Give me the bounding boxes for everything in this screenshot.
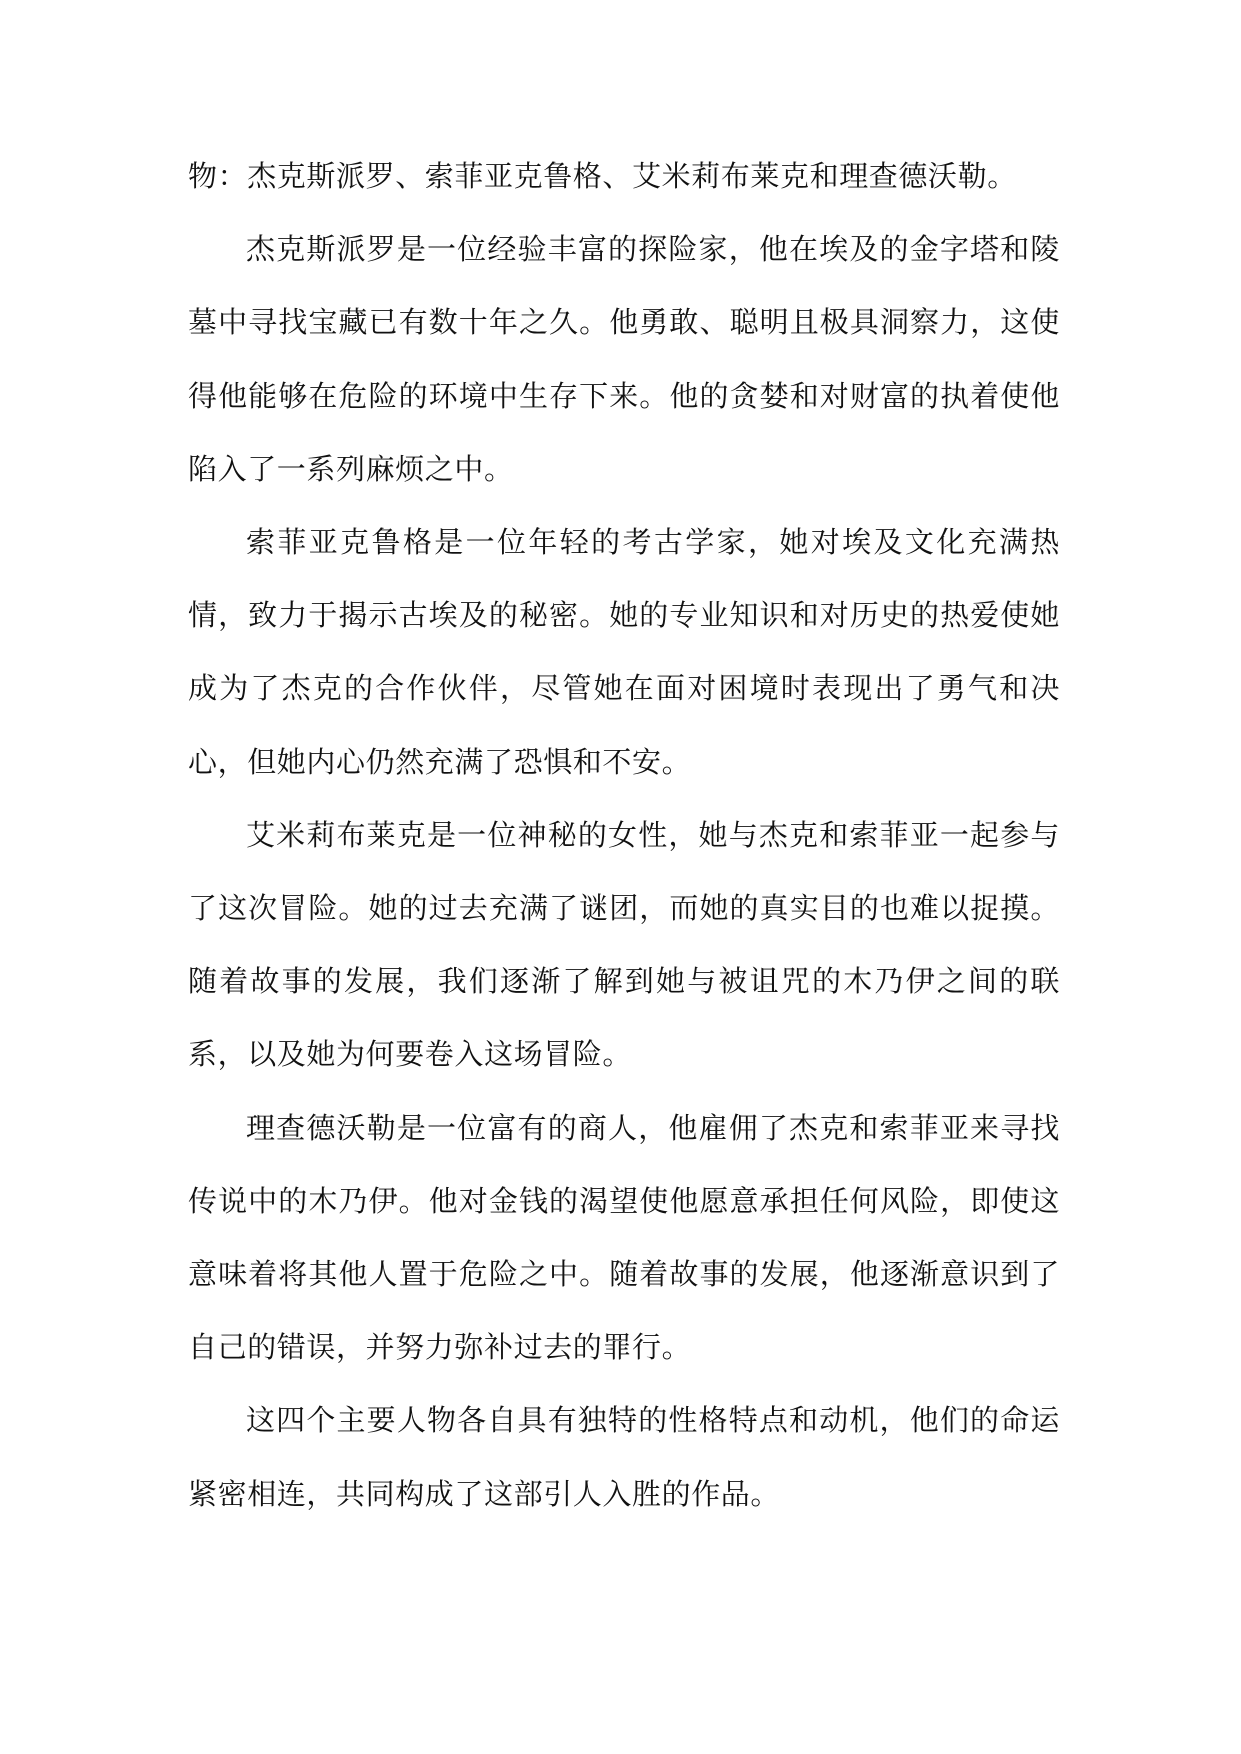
paragraph-continuation: 物：杰克斯派罗、索菲亚克鲁格、艾米莉布莱克和理查德沃勒。 — [188, 159, 1017, 193]
paragraph-richard: 理查德沃勒是一位富有的商人，他雇佣了杰克和索菲亚来寻找传说中的木乃伊。他对金钱的渴望使他愿意承担任何风险，即使这意味着将其他人置于危险之中。随着故事的发展，他逐渐意识到了自己的错误，并努力弥补过去的罪行。 — [188, 1110, 1060, 1365]
paragraph-summary: 这四个主要人物各自具有独特的性格特点和动机，他们的命运紧密相连，共同构成了这部引人入胜的作品。 — [188, 1403, 1060, 1511]
document-body — [188, 140, 1060, 1531]
paragraph-sophia: 索菲亚克鲁格是一位年轻的考古学家，她对埃及文化充满热情，致力于揭示古埃及的秘密。她的专业知识和对历史的热爱使她成为了杰克的合作伙伴，尽管她在面对困境时表现出了勇气和决心，但她内心仍然充满了恐惧和不安。 — [188, 525, 1060, 779]
paragraph-emily: 艾米莉布莱克是一位神秘的女性，她与杰克和索菲亚一起参与了这次冒险。她的过去充满了谜团，而她的真实目的也难以捉摸。随着故事的发展，我们逐渐了解到她与被诅咒的木乃伊之间的联系，以及她为何要卷入这场冒险。 — [188, 817, 1060, 1072]
paragraph-jack: 杰克斯派罗是一位经验丰富的探险家，他在埃及的金字塔和陵墓中寻找宝藏已有数十年之久。他勇敢、聪明且极具洞察力，这使得他能够在危险的环境中生存下来。他的贪婪和对财富的执着使他陷入了一系列麻烦之中。 — [188, 232, 1060, 486]
